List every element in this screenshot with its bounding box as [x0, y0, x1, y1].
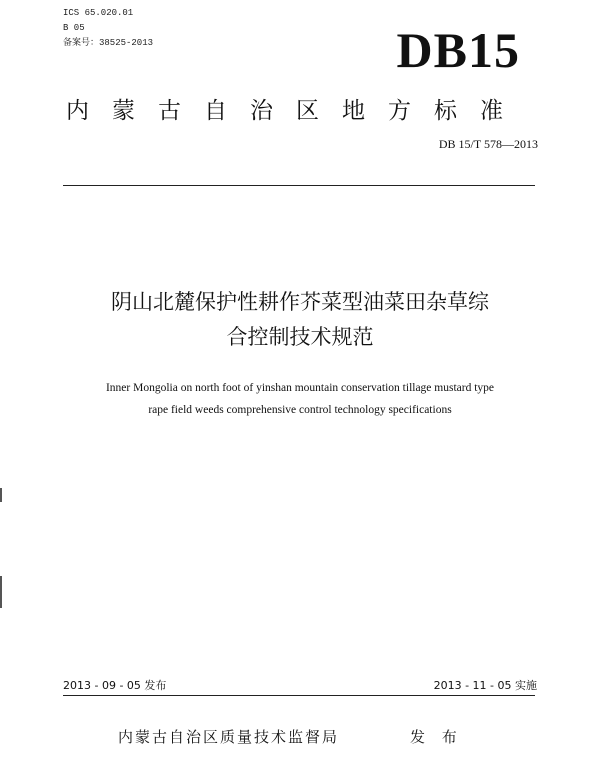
standard-number: DB 15/T 578—2013 [438, 137, 538, 151]
scan-edge-mark [0, 576, 2, 608]
english-title [60, 377, 540, 421]
chinese-title-line-2: 合控制技术规范 [226, 325, 374, 349]
implement-date: 2013 - 11 - 05 实施 [433, 679, 537, 692]
chinese-title [60, 285, 540, 355]
publish-date: 2013 - 09 - 05 发布 [63, 679, 167, 692]
db15-logo: DB15 [396, 22, 520, 78]
record-number: 备案号：38525-2013 [63, 38, 154, 48]
classification-code: B 05 [63, 23, 85, 33]
issuing-authority: 内蒙古自治区质量技术监督局 [118, 728, 340, 746]
top-divider [63, 185, 535, 186]
issued-label: 发 布 [410, 728, 463, 746]
standard-type-heading: 内蒙古自治区地方标准 [66, 98, 526, 124]
bottom-divider [63, 695, 535, 696]
english-title-line-1: Inner Mongolia on north foot of yinshan mountain conservation tillage mustard type [105, 382, 495, 394]
chinese-title-line-1: 阴山北麓保护性耕作芥菜型油菜田杂草综 [111, 290, 489, 314]
ics-code: ICS 65.020.01 [63, 8, 134, 18]
english-title-line-2: rape field weeds comprehensive control technology specifications [148, 404, 452, 416]
scan-edge-mark [0, 488, 2, 502]
